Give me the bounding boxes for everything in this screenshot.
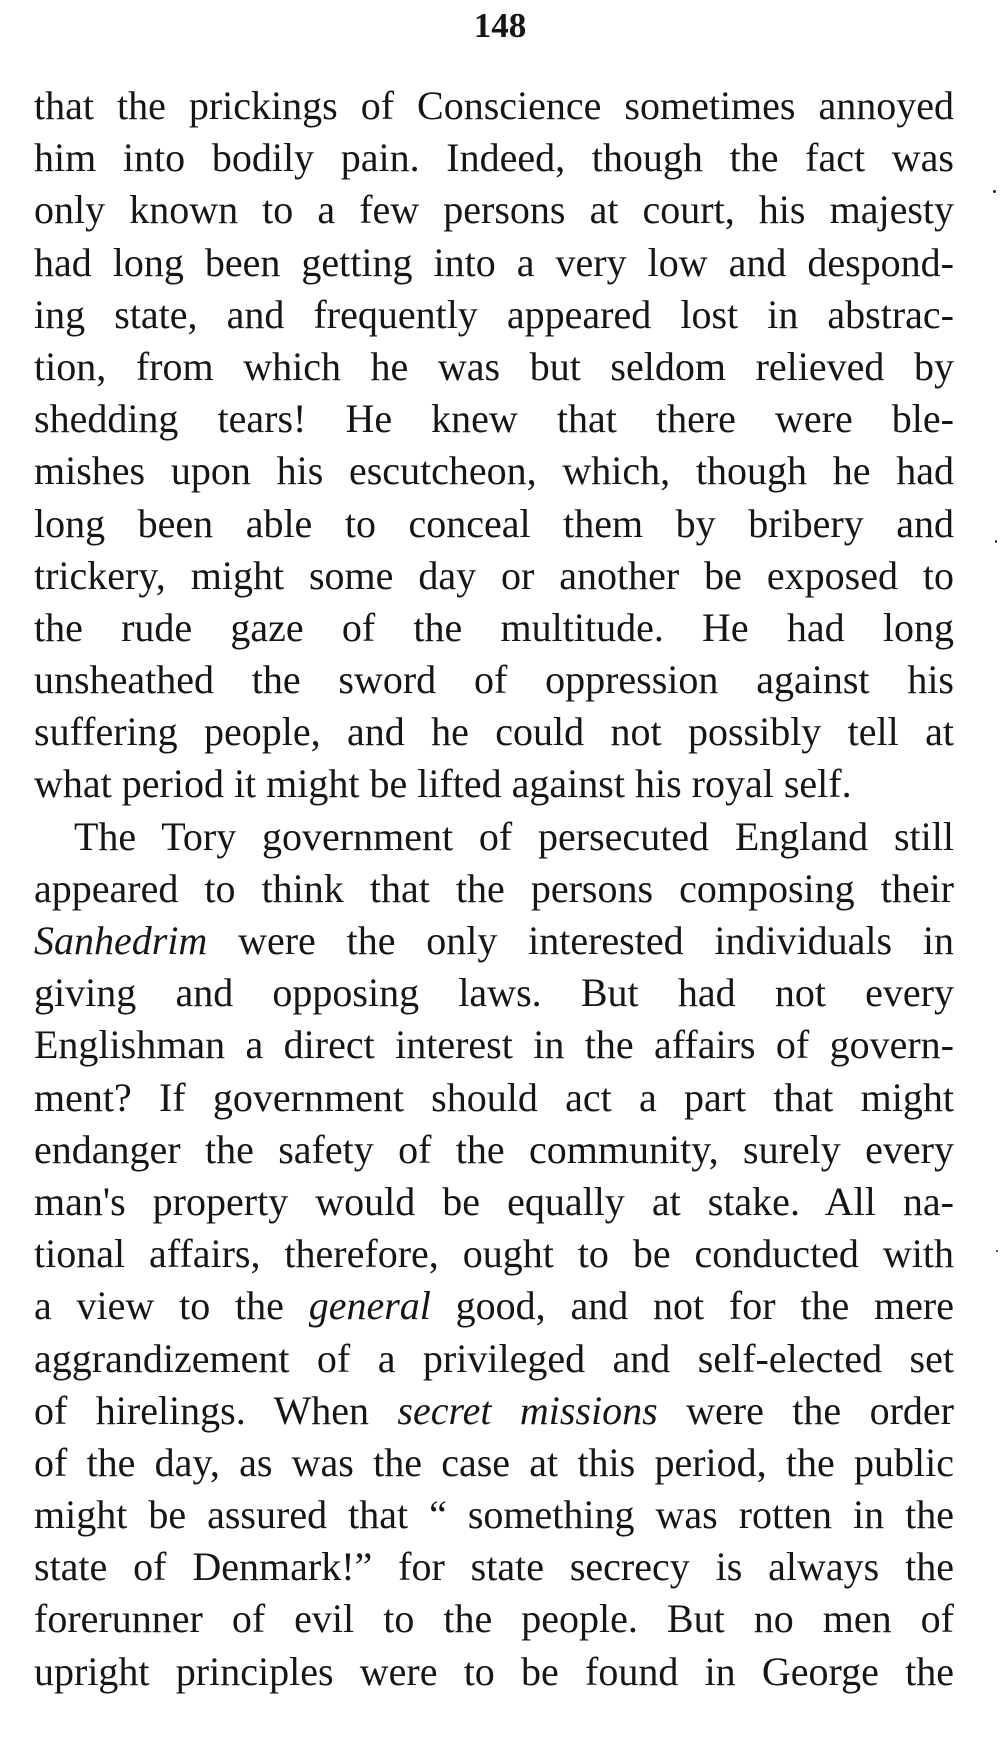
text-line: him into bodily pain. Indeed, though the fact was bbox=[34, 135, 954, 181]
text-line-paragraph-start: The Tory government of persecuted England still bbox=[74, 813, 954, 859]
text-line: mishes upon his escutcheon, which, though he had bbox=[34, 448, 954, 494]
text-line: only known to a few persons at court, his majesty bbox=[34, 187, 954, 233]
text-line: tion, from which he was but seldom relieved by bbox=[34, 343, 954, 389]
text-line: giving and opposing laws. But had not every bbox=[34, 970, 954, 1016]
text-line: that the prickings of Conscience sometimes annoyed bbox=[34, 83, 954, 128]
text-line: trickery, might some day or another be exposed to bbox=[34, 552, 954, 598]
text-line: ing state, and frequently appeared lost in abstrac- bbox=[34, 291, 954, 337]
text-line: forerunner of evil to the people. But no men of bbox=[34, 1596, 954, 1642]
text-line: Englishman a direct interest in the affairs of govern- bbox=[34, 1022, 954, 1068]
text-line: long been able to conceal them by bribery and bbox=[34, 500, 954, 546]
text-line: the rude gaze of the multitude. He had long bbox=[34, 604, 954, 650]
text-line: shedding tears! He knew that there were ble- bbox=[34, 396, 954, 442]
text-line: endanger the safety of the community, surely every bbox=[34, 1126, 954, 1172]
text-line: of hirelings. When secret missions were the order bbox=[34, 1387, 954, 1433]
text-line: had long been getting into a very low and despond- bbox=[34, 239, 954, 285]
margin-speck bbox=[995, 540, 997, 543]
text-line: Sanhedrim were the only interested individuals in bbox=[34, 918, 954, 963]
margin-speck bbox=[993, 190, 996, 193]
text-line: appeared to think that the persons composing their bbox=[34, 865, 954, 911]
text-line: a view to the general good, and not for the mere bbox=[34, 1283, 954, 1329]
text-line: upright principles were to be found in George the bbox=[34, 1648, 954, 1694]
text-line-paragraph-end: what period it might be lifted against his royal self. bbox=[34, 761, 852, 807]
body-text bbox=[34, 80, 954, 1698]
text-line: unsheathed the sword of oppression against his bbox=[34, 657, 954, 703]
text-line: state of Denmark!” for state secrecy is always the bbox=[34, 1544, 954, 1590]
text-line: might be assured that “ something was rotten in the bbox=[34, 1492, 954, 1538]
margin-speck bbox=[996, 1250, 998, 1252]
text-line: aggrandizement of a privileged and self-elected set bbox=[34, 1335, 954, 1381]
text-line: man's property would be equally at stake. All na- bbox=[34, 1178, 954, 1224]
text-line: suffering people, and he could not possibly tell at bbox=[34, 709, 954, 755]
text-line: tional affairs, therefore, ought to be conducted with bbox=[34, 1231, 954, 1277]
page-number: 148 bbox=[473, 6, 527, 45]
text-line: of the day, as was the case at this period, the public bbox=[34, 1439, 954, 1485]
text-line: ment? If government should act a part that might bbox=[34, 1074, 954, 1120]
